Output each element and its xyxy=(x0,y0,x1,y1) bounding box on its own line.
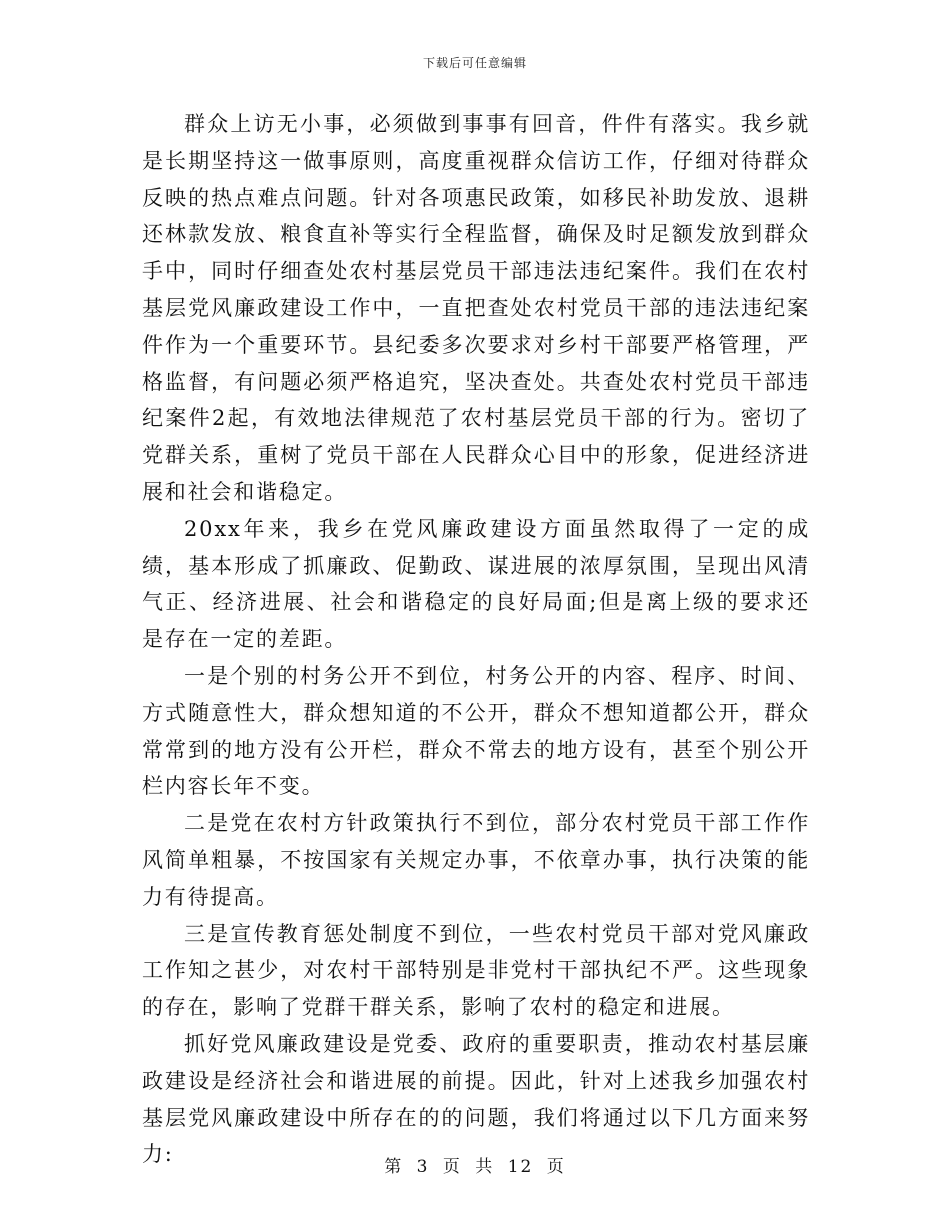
paragraph-2: 20xx年来，我乡在党风廉政建设方面虽然取得了一定的成绩，基本形成了抓廉政、促勤政、谋进展的浓厚氛围，呈现出风清气正、经济进展、社会和谐稳定的良好局面;但是离上级的要求还是存在一定的差距。 xyxy=(142,516,810,652)
paragraph-3: 一是个别的村务公开不到位，村务公开的内容、程序、时间、方式随意性大，群众想知道的不公开，群众不想知道都公开，群众常常到的地方没有公开栏，群众不常去的地方设有，甚至个别公开栏内容长年不变。 xyxy=(142,663,810,799)
page-header: 下载后可任意编辑 xyxy=(422,56,527,70)
paragraph-4: 二是党在农村方针政策执行不到位，部分农村党员干部工作作风简单粗暴，不按国家有关规定办事，不依章办事，执行决策的能力有待提高。 xyxy=(142,811,810,909)
page-number-footer: 第 3 页 共 12 页 xyxy=(384,1157,566,1177)
paragraph-5: 三是宣传教育惩处制度不到位，一些农村党员干部对党风廉政工作知之甚少，对农村干部特别是非党村干部执纪不严。这些现象的存在，影响了党群干群关系，影响了农村的稳定和进展。 xyxy=(142,921,810,1020)
paragraph-6: 抓好党风廉政建设是党委、政府的重要职责，推动农村基层廉政建设是经济社会和谐进展的前提。因此，针对上述我乡加强农村基层党风廉政建设中所存在的的问题，我们将通过以下几方面来努力: xyxy=(142,1031,810,1167)
document-body xyxy=(142,106,810,1173)
paragraph-1: 群众上访无小事，必须做到事事有回音，件件有落实。我乡就是长期坚持这一做事原则，高度重视群众信访工作，仔细对待群众反映的热点难点问题。针对各项惠民政策，如移民补助发放、退耕还林款发放、粮食直补等实行全程监督，确保及时足额发放到群众手中，同时仔细查处农村基层党员干部违法违纪案件。我们在农村基层党风廉政建设工作中，一直把查处农村党员干部的违法违纪案件作为一个重要环节。县纪委多次要求对乡村干部要严格管理，严格监督，有问题必须严格追究，坚决查处。共查处农村党员干部违纪案件2起，有效地法律规范了农村基层党员干部的行为。密切了党群关系，重树了党员干部在人民群众心目中的形象，促进经济进展和社会和谐稳定。 xyxy=(142,112,810,504)
